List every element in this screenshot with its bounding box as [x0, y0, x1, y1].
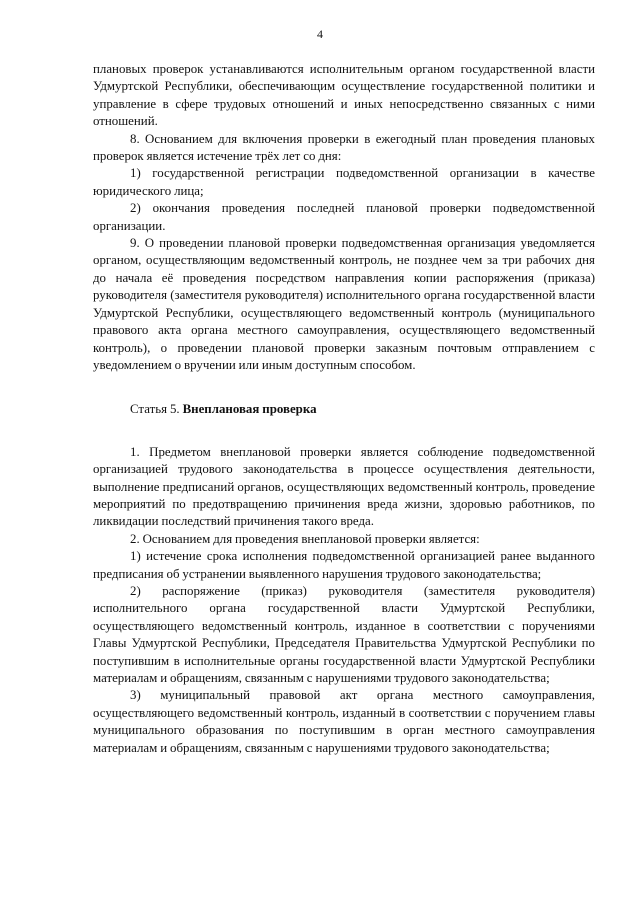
paragraph-article5-subitem-3: 3) муниципальный правовой акт органа местного самоуправления, осуществляющего ведомственный контроль, изданный в соответствии с поручением главы муниципального образования по поступившим в орган местного самоуправления материалам и обращениям, связанным с нарушениями трудового законодательства; — [93, 688, 598, 755]
paragraph-article5-item-1: 1. Предметом внеплановой проверки является соблюдение подведомственной организацией трудового законодательства в процессе осуществления деятельности, выполнение предписаний органов, осуществляющих ведомственный контроль, проведение мероприятий по предотвращению причинения вреда жизни, здоровью работников, по ликвидации последствий причинения такого вреда. — [93, 444, 598, 529]
paragraph-article5-item-2: 2. Основанием для проведения внеплановой проверки является: — [130, 531, 480, 546]
paragraph-item-8: 8. Основанием для включения проверки в ежегодный план проведения плановых проверок является истечение трёх лет со дня: — [93, 131, 598, 164]
article-title: Внеплановая проверка — [182, 402, 317, 417]
paragraph-article5-subitem-2: 2) распоряжение (приказ) руководителя (заместителя руководителя) исполнительного органа государственной власти Удмуртской Республики, осуществляющего ведомственный контроль, изданное в соответствии с поручениями Главы Удмуртской Республики, Председателя Правительства Удмуртской Республики по поступившим в исполнительные органы государственной власти Удмуртской Республики материалам и обращениям, связанным с нарушениями трудового законодательства; — [93, 583, 598, 685]
page-number: 4 — [317, 27, 323, 41]
paragraph-article5-subitem-1: 1) истечение срока исполнения подведомственной организацией ранее выданного предписания об устранении выявленного нарушения трудового законодательства; — [93, 549, 598, 581]
paragraph-item-9: 9. О проведении плановой проверки подведомственная организация уведомляется органом, осуществляющим ведомственный контроль, не позднее чем за три рабочих дня до начала её проведения посредством направления копии распоряжения (приказа) руководителя (заместителя руководителя) исполнительного органа государственной власти Удмуртской Республики, осуществляющего ведомственный контроль (муниципального правового акта органа местного самоуправления, осуществляющего ведомственный контроль), о проведении плановой проверки заказным почтовым отправлением с уведомлением о вручении или иным доступным способом. — [93, 236, 601, 372]
article-heading — [93, 401, 595, 418]
paragraph-subitem-8-1: 1) государственной регистрации подведомственной организации в качестве юридического лица; — [93, 166, 598, 198]
paragraph-continuation: плановых проверок устанавливаются исполнительным органом государственной власти Удмуртской Республики, обеспечивающим осуществление государственной политики и управление в сфере трудовых отношений и иных непосредственно связанных с ними отношений. — [93, 62, 598, 129]
paragraph-subitem-8-2: 2) окончания проведения последней плановой проверки подведомственной организации. — [93, 201, 598, 233]
article-prefix: Статья 5. — [130, 402, 183, 417]
document-body — [93, 61, 601, 757]
